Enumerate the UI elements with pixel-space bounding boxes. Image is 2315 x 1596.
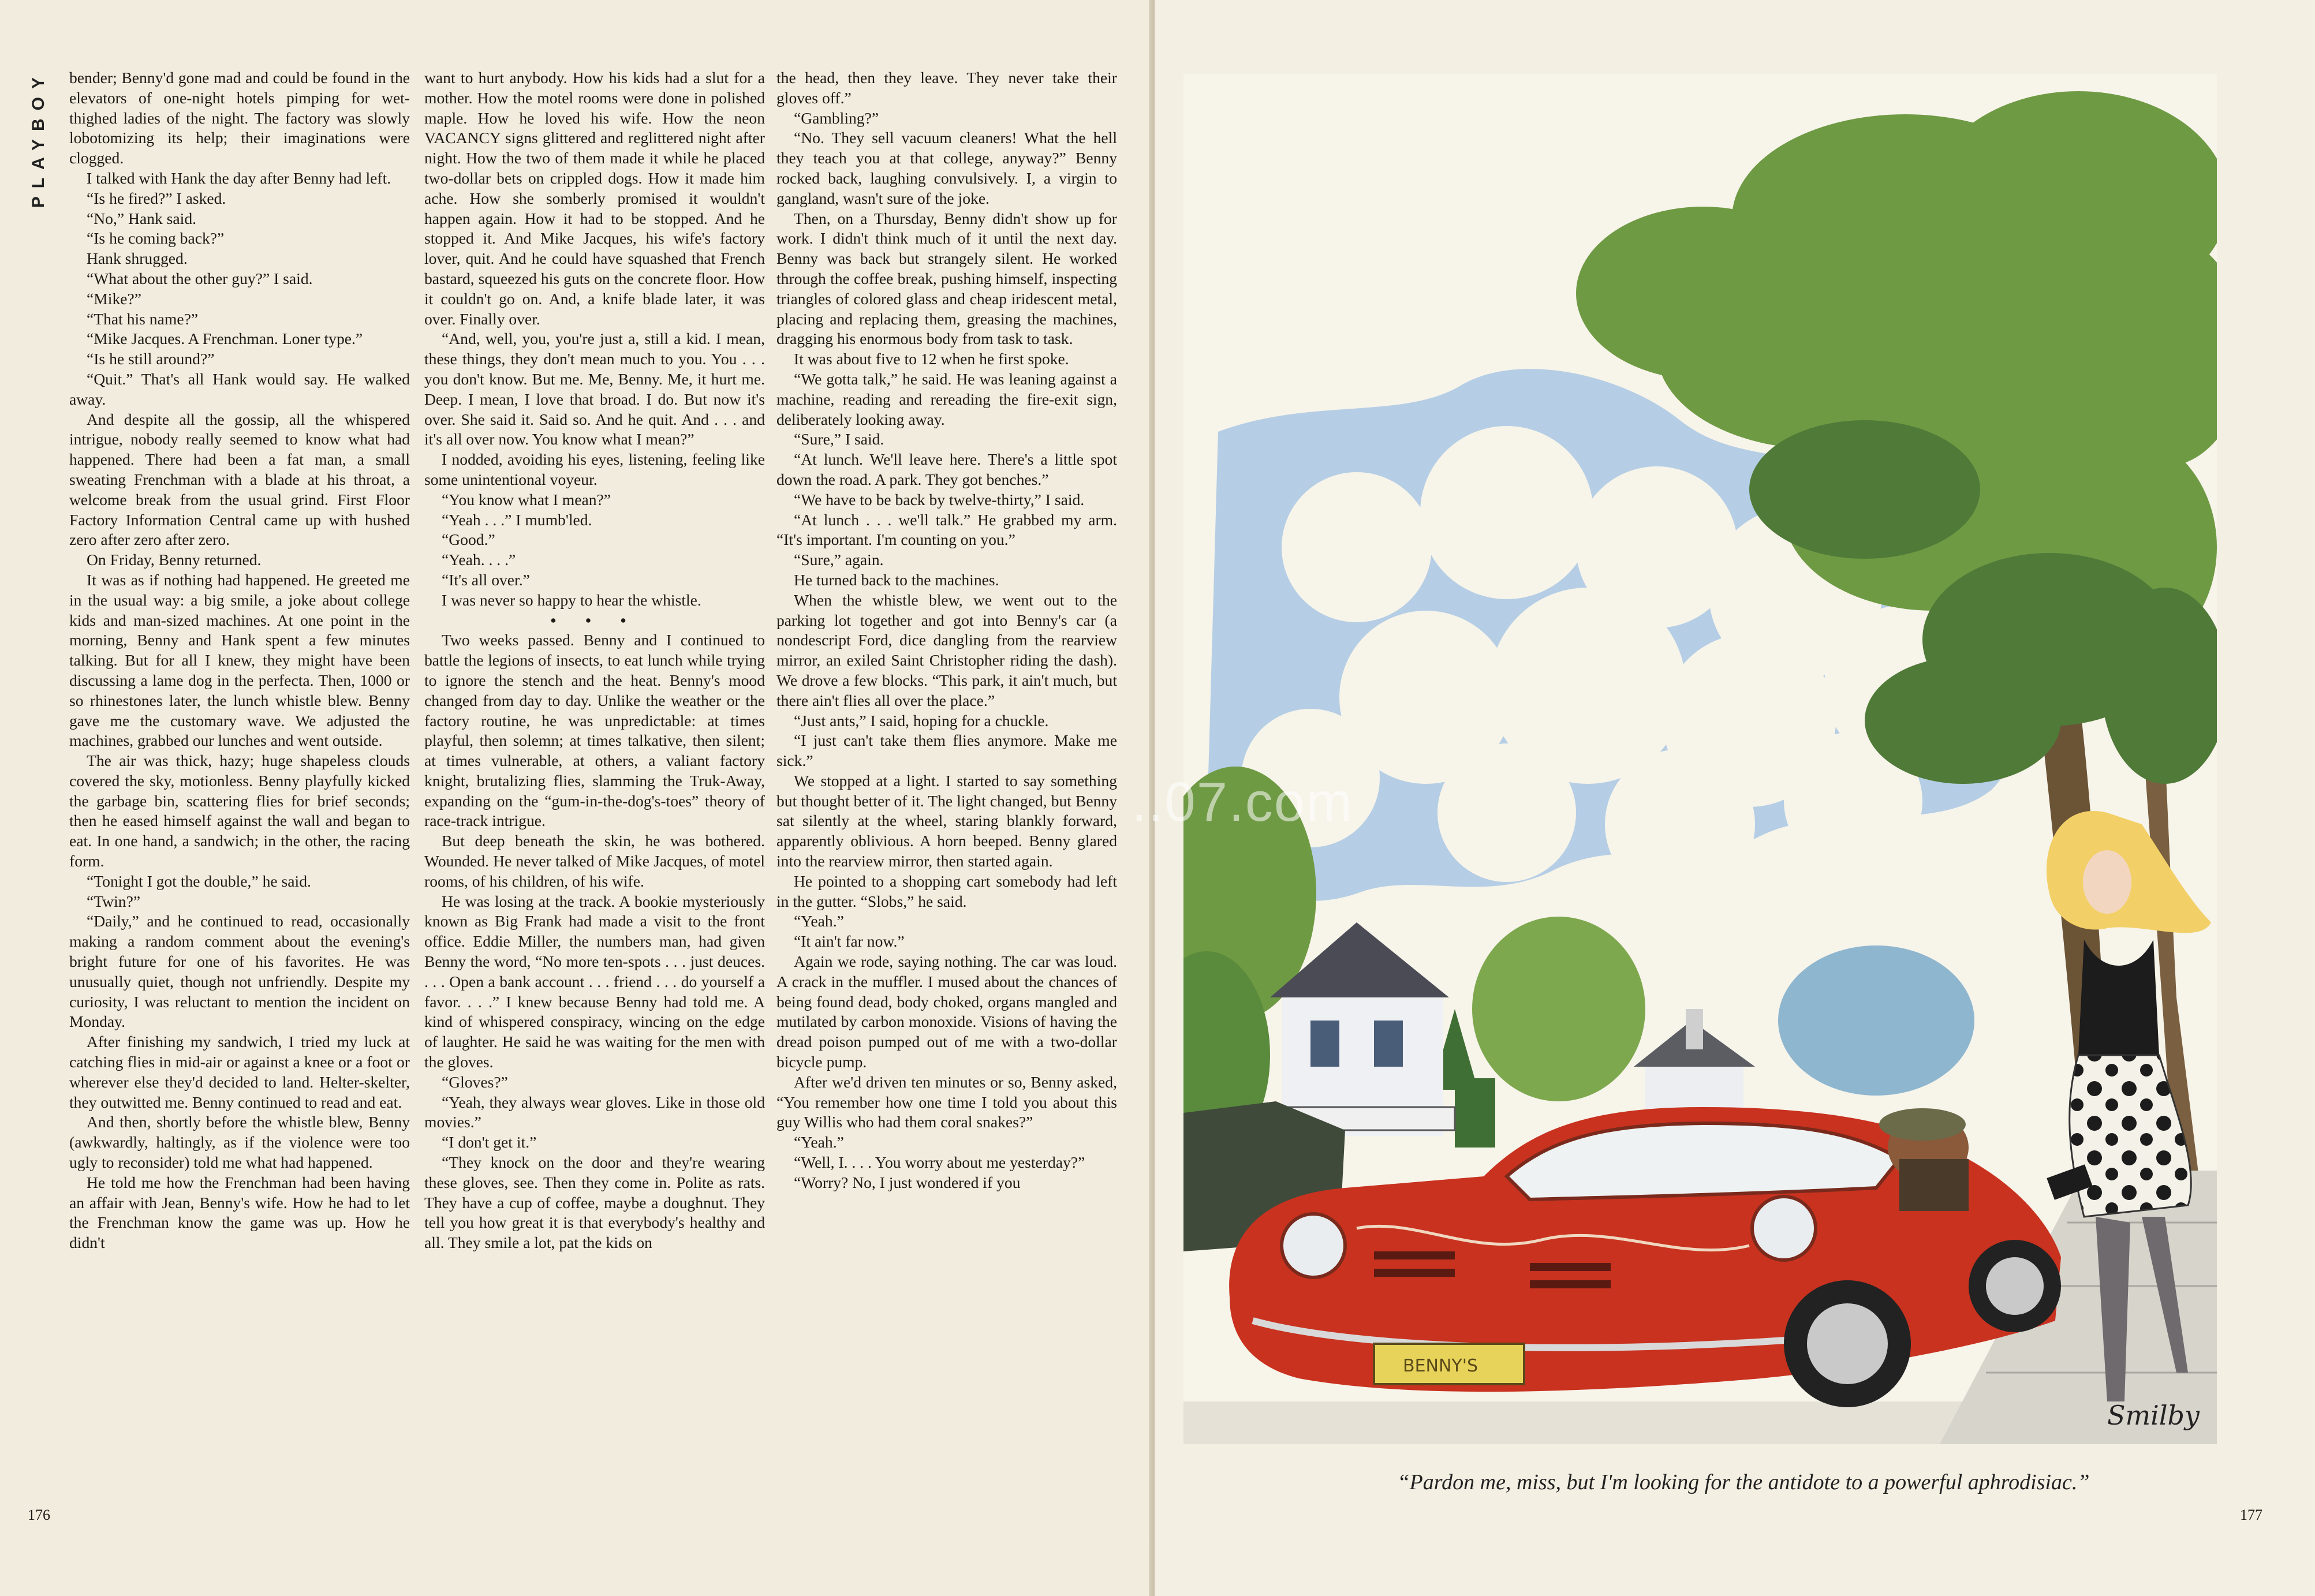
paragraph: “Tonight I got the double,” he said. <box>87 872 311 890</box>
paragraph: Again we rode, saying nothing. The car was loud. A crack in the muffler. I mused about the chances of being found dead, body choked, organs mangled and mutilated by carbon monoxide. Visions of having the dread poison pumped out of me with a two-dollar bicycle pump. <box>776 952 1117 1071</box>
license-plate: BENNY'S <box>1403 1356 1478 1376</box>
paragraph: After finishing my sandwich, I tried my luck at catching flies in mid-air or against a knee or a foot or wherever else they'd decided to land. Helter-skelter, they outwitted me. Benny continued to read and eat. <box>69 1033 410 1111</box>
watermark-text: ..07.com <box>1132 771 1354 833</box>
paragraph: “No,” Hank said. <box>87 209 197 227</box>
paragraph: “It ain't far now.” <box>794 932 905 951</box>
paragraph: “That his name?” <box>87 309 199 328</box>
page-number-left: 176 <box>28 1507 50 1523</box>
paragraph: It was about five to 12 when he first spoke. <box>794 350 1069 368</box>
paragraph: “Daily,” and he continued to read, occasionally making a random comment about the evening's bright future for one of his favorites. He was unusually quiet, though not unfriendly. Despite my curiosity, I was reluctant to mention the incident on Monday. <box>69 912 410 1031</box>
paragraph: “Mike Jacques. A Frenchman. Loner type.” <box>87 330 363 348</box>
paragraph: On Friday, Benny returned. <box>87 551 262 569</box>
paragraph: “I just can't take them flies anymore. Make me sick.” <box>776 731 1117 770</box>
paragraph: “Is he still around?” <box>87 350 215 368</box>
paragraph: And despite all the gossip, all the whispered intrigue, nobody really seemed to know what had happened. There had been a fat man, a small sweating Frenchman with a blade at his throat, a welcome break from the usual grind. First Floor Factory Information Central came up with hushed zero after zero after zero. <box>69 410 410 549</box>
paragraph: The air was thick, hazy; huge shapeless clouds covered the sky, motionless. Benny playfully kicked the garbage bin, scattering flies for brief seconds; then he eased himself against the wall and began to eat. In one hand, a sandwich; in the other, the racing form. <box>69 752 410 870</box>
paragraph: “What about the other guy?” I said. <box>87 269 313 287</box>
paragraph: I talked with Hank the day after Benny had left. <box>87 169 391 187</box>
paragraph: And then, shortly before the whistle blew, Benny (awkwardly, haltingly, as if the violence were too ugly to reconsider) told me what had happened. <box>69 1113 410 1172</box>
paragraph: “We gotta talk,” he said. He was leaning against a machine, reading and rereading the fire-exit sign, deliberately looking away. <box>776 369 1117 428</box>
paragraph: “Gloves?” <box>442 1072 508 1091</box>
magazine-masthead: PLAYBOY <box>29 69 48 208</box>
page-number-right: 177 <box>2240 1507 2262 1523</box>
paragraph: It was as if nothing had happened. He greeted me in the usual way: a big smile, a joke about college kids and man-sized machines. At one point in the morning, Benny and Hank spent a few minutes talking. But for all I knew, they might have been discussing a lame dog in the perfecta. Then, 1000 or so rhinestones later, the lunch whistle blew. Benny gave me the customary wave. We adjusted the machines, grabbed our lunches and went outside. <box>69 570 410 750</box>
paragraph: He told me how the Frenchman had been having an affair with Jean, Benny's wife. How he had to let the Frenchman know the game was up. How he didn't <box>69 1173 410 1252</box>
paragraph: “Is he fired?” I asked. <box>87 189 226 207</box>
paragraph: When the whistle blew, we went out to the parking lot together and got into Benny's car (a nondescript Ford, dice dangling from the rearview mirror, an exiled Saint Christopher riding the dash). We drove a few blocks. “This park, it ain't much, but there ain't flies all over the place.” <box>776 590 1117 709</box>
paragraph: want to hurt anybody. How his kids had a slut for a mother. How the motel rooms were done in polished maple. How he loved his wife. How the neon VACANCY signs glittered and reglittered night after night. How the two of them made it while he placed two-dollar bets on crippled dogs. How it made him ache. How she somberly promised it wouldn't happen again. How it had to be stopped. And he stopped it. And Mike Jacques, his wife's factory lover, quit. And he could have squashed that French bastard, squeezed his guts on the concrete floor. How it couldn't go on. And, a knife blade later, it was over. Finally over. <box>424 69 765 328</box>
cartoon-illustration <box>1183 74 2217 1444</box>
paragraph: “They knock on the door and they're wearing these gloves, see. Then they come in. Polite as rats. They have a cup of coffee, maybe a doughnut. They tell you how great it is that everybody's healthy and all. They smile a lot, pat the kids on <box>424 1153 765 1252</box>
paragraph: “Yeah . . .” I mumb'led. <box>442 510 592 529</box>
paragraph: He turned back to the machines. <box>794 570 999 589</box>
paragraph: “I don't get it.” <box>442 1133 537 1152</box>
paragraph: “Worry? No, I just wondered if you <box>794 1173 1021 1191</box>
paragraph: “No. They sell vacuum cleaners! What the hell they teach you at that college, anyway?” Benny rocked back, laughing convulsively. I, a virgin to gangland, wasn't sure of the joke. <box>776 129 1117 207</box>
paragraph: “We have to be back by twelve-thirty,” I said. <box>794 490 1085 509</box>
paragraph: • • • <box>550 611 639 629</box>
paragraph: He was losing at the track. A bookie mysteriously known as Big Frank had made a visit to the front office. Eddie Miller, the numbers man, had given Benny the word, “No more ten-spots . . . just deuces. . . . Open a bank account . . . friend . . . do yourself a favor. . . .” I knew because Benny had told me. A kind of whispered conspiracy, wincing on the edge of laughter. He said he was waiting for the men with the gloves. <box>424 892 765 1071</box>
artist-signature: Smilby <box>2107 1400 2200 1431</box>
paragraph: “Yeah.” <box>794 912 844 930</box>
paragraph: “Yeah. . . .” <box>442 551 516 569</box>
text-column-1 <box>69 68 410 1523</box>
cartoon-caption: “Pardon me, miss, but I'm looking for the antidote to a powerful aphrodisiac.” <box>1397 1470 2090 1494</box>
paragraph: “Quit.” That's all Hank would say. He walked away. <box>69 369 410 408</box>
paragraph: bender; Benny'd gone mad and could be found in the elevators of one-night hotels pimping for wet-thighed ladies of the night. The factory was slowly lobotomizing its help; their imaginations were clogged. <box>69 69 410 167</box>
paragraph: “Yeah, they always wear gloves. Like in those old movies.” <box>424 1093 765 1131</box>
paragraph: the head, then they leave. They never take their gloves off.” <box>776 69 1117 107</box>
paragraph: After we'd driven ten minutes or so, Benny asked, “You remember how one time I told you about this guy Willis who had them coral snakes?” <box>776 1072 1117 1131</box>
paragraph: “You know what I mean?” <box>442 490 611 509</box>
paragraph: “Yeah.” <box>794 1133 844 1152</box>
paragraph: “And, well, you, you're just a, still a kid. I mean, these things, they don't mean much to you. You . . . you don't know. But me. Me, Benny. Me, it hurt me. Deep. I mean, I love that broad. I do. But now it's over. She said it. Said so. And he quit. And . . . and it's all over now. You know what I mean?” <box>424 330 765 448</box>
paragraph: “At lunch. We'll leave here. There's a little spot down the road. A park. They got benches.” <box>776 450 1117 488</box>
paragraph: “Is he coming back?” <box>87 229 225 248</box>
paragraph: “Mike?” <box>87 289 141 308</box>
paragraph: We stopped at a light. I started to say something but thought better of it. The light changed, but Benny sat silently at the wheel, staring blankly forward, apparently oblivious. A horn beeped. Benny glared into the rearview mirror, then started again. <box>776 771 1117 870</box>
paragraph: “Gambling?” <box>794 109 879 127</box>
paragraph: “It's all over.” <box>442 570 530 589</box>
paragraph: “Sure,” I said. <box>794 430 884 448</box>
text-column-3 <box>776 68 1117 1523</box>
paragraph: “At lunch . . . we'll talk.” He grabbed my arm. “It's important. I'm counting on you.” <box>776 510 1117 549</box>
paragraph: “Good.” <box>442 530 495 549</box>
paragraph: “Twin?” <box>87 892 141 910</box>
paragraph: But deep beneath the skin, he was bothered. Wounded. He never talked of Mike Jacques, of motel rooms, of his children, of his wife. <box>424 832 765 890</box>
cartoon-svg <box>1183 74 2217 1444</box>
paragraph: He pointed to a shopping cart somebody had left in the gutter. “Slobs,” he said. <box>776 872 1117 910</box>
left-page <box>0 0 1149 1596</box>
paragraph: I nodded, avoiding his eyes, listening, feeling like some unintentional voyeur. <box>424 450 765 488</box>
paragraph: I was never so happy to hear the whistle. <box>442 590 701 609</box>
paragraph: Two weeks passed. Benny and I continued to battle the legions of insects, to eat lunch while trying to ignore the stench and the heat. Benny's mood changed from day to day. Unlike the weather or the factory routine, he was unpredictable: at times playful, then solemn; at times talkative, then silent; at times vulnerable, at others, a valiant factory knight, brutalizing flies, slamming the Truk-Away, expanding on the “gum-in-the-dog's-toes” theory of race-track intrigue. <box>424 631 765 830</box>
paragraph: “Just ants,” I said, hoping for a chuckle. <box>794 711 1049 730</box>
paragraph: “Sure,” again. <box>794 551 884 569</box>
paragraph: Hank shrugged. <box>87 249 188 268</box>
paragraph: Then, on a Thursday, Benny didn't show up for work. I didn't think much of it until the next day. Benny was back but strangely silent. He worked through the coffee break, pushing himself, inspecting triangles of colored glass and cheap iridescent metal, placing and replacing them, greasing the machines, dragging his enormous body from task to task. <box>776 209 1117 348</box>
text-column-2 <box>424 68 765 1523</box>
paragraph: “Well, I. . . . You worry about me yesterday?” <box>794 1153 1085 1172</box>
